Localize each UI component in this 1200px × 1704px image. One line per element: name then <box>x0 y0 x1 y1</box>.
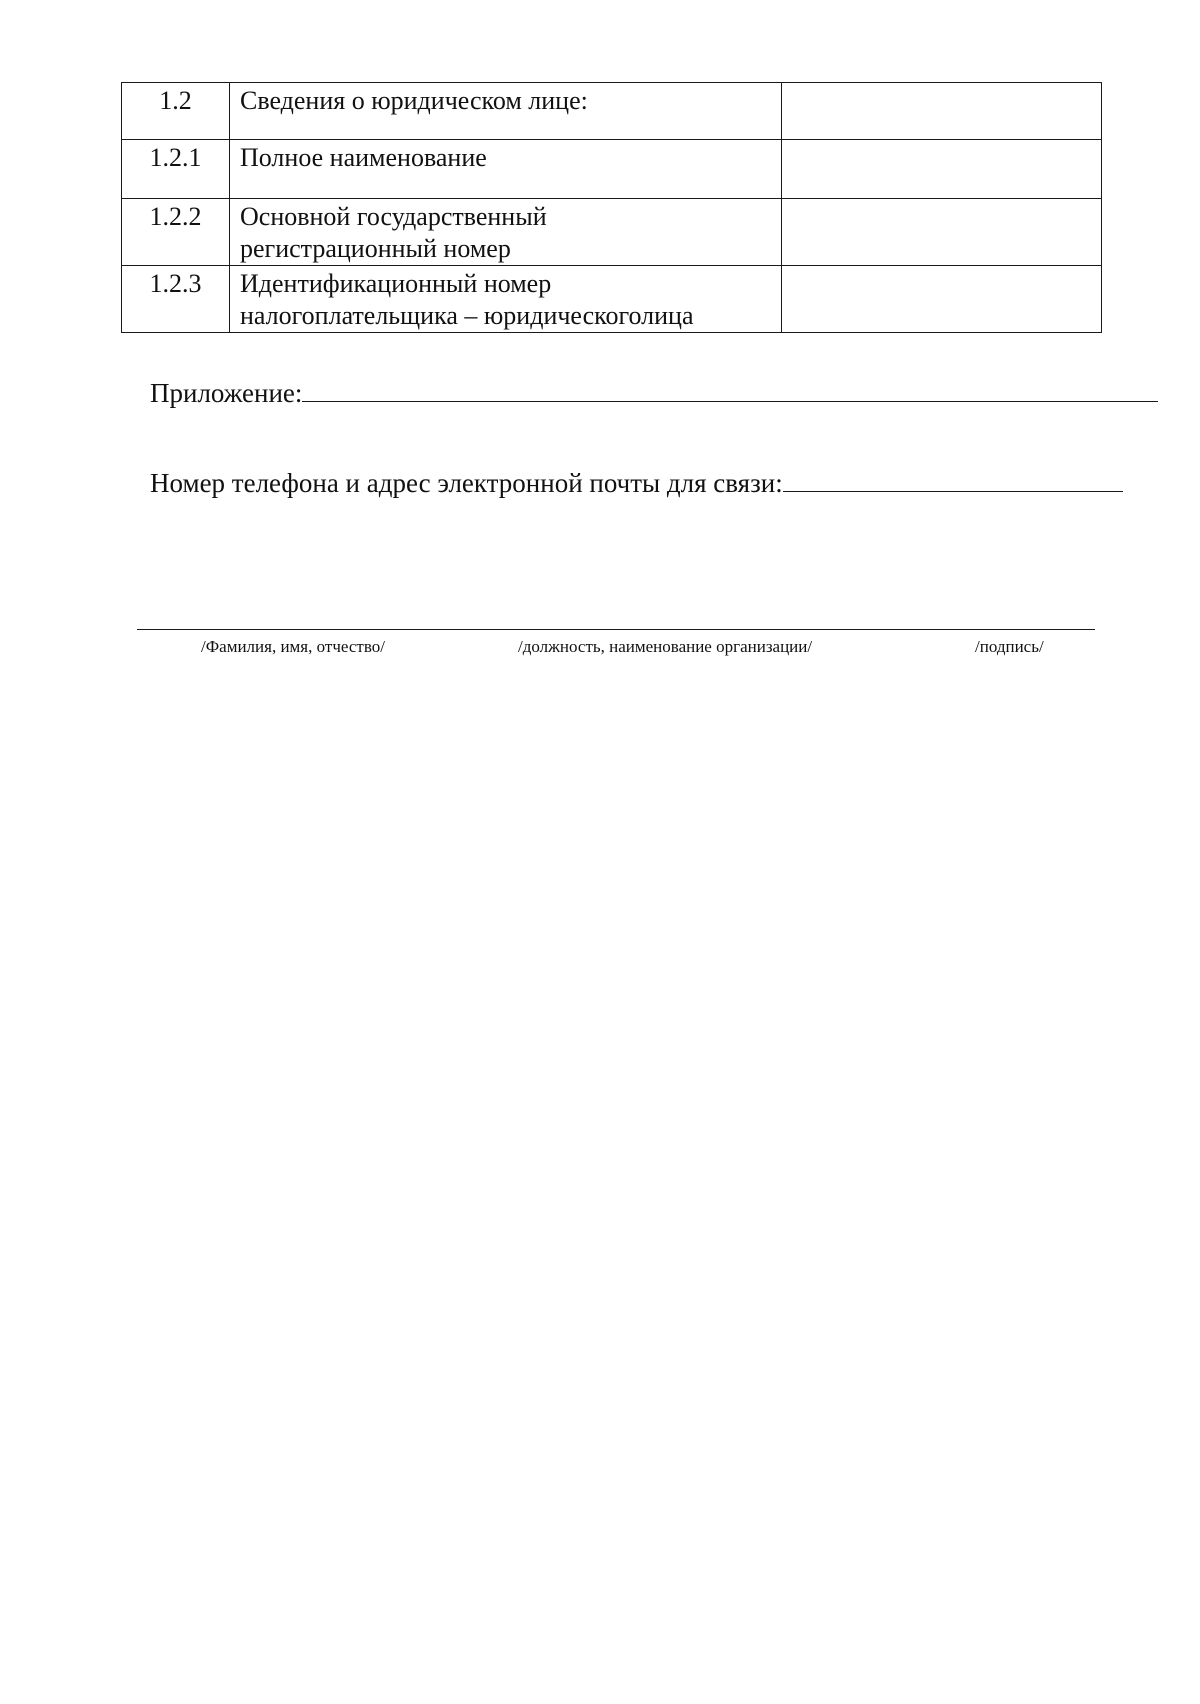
row-number: 1.2.3 <box>122 266 230 333</box>
row-description <box>230 199 782 266</box>
appendix-line <box>150 376 1158 410</box>
row-value-field[interactable] <box>782 266 1102 333</box>
table-row <box>122 83 1102 140</box>
row-value-field[interactable] <box>782 140 1102 199</box>
row-number: 1.2 <box>122 83 230 140</box>
description-line: Идентификационный номер <box>240 269 552 298</box>
row-value-field[interactable] <box>782 83 1102 140</box>
description-line: Основной государственный <box>240 202 547 231</box>
row-value-field[interactable] <box>782 199 1102 266</box>
signature-line[interactable] <box>137 629 1095 630</box>
name-caption: /Фамилия, имя, отчество/ <box>201 637 385 656</box>
description-line: Полное наименование <box>240 143 487 172</box>
table-row <box>122 199 1102 266</box>
description-line: Сведения о юридическом лице: <box>240 86 588 115</box>
description-line: регистрационный номер <box>240 234 511 263</box>
row-description <box>230 140 782 199</box>
description-line: налогоплательщика – юридическоголица <box>240 301 694 330</box>
table-row <box>122 266 1102 333</box>
contact-blank-field[interactable] <box>783 467 1123 492</box>
appendix-blank-field[interactable] <box>302 377 1158 402</box>
row-number: 1.2.2 <box>122 199 230 266</box>
table-row <box>122 140 1102 199</box>
contact-label: Номер телефона и адрес электронной почты для связи: <box>150 468 783 498</box>
contact-line <box>150 466 1123 500</box>
sign-caption: /подпись/ <box>975 637 1044 656</box>
row-description <box>230 83 782 140</box>
legal-entity-table <box>121 82 1102 333</box>
appendix-label: Приложение: <box>150 378 303 408</box>
row-number: 1.2.1 <box>122 140 230 199</box>
row-description <box>230 266 782 333</box>
position-caption: /должность, наименование организации/ <box>518 637 813 656</box>
